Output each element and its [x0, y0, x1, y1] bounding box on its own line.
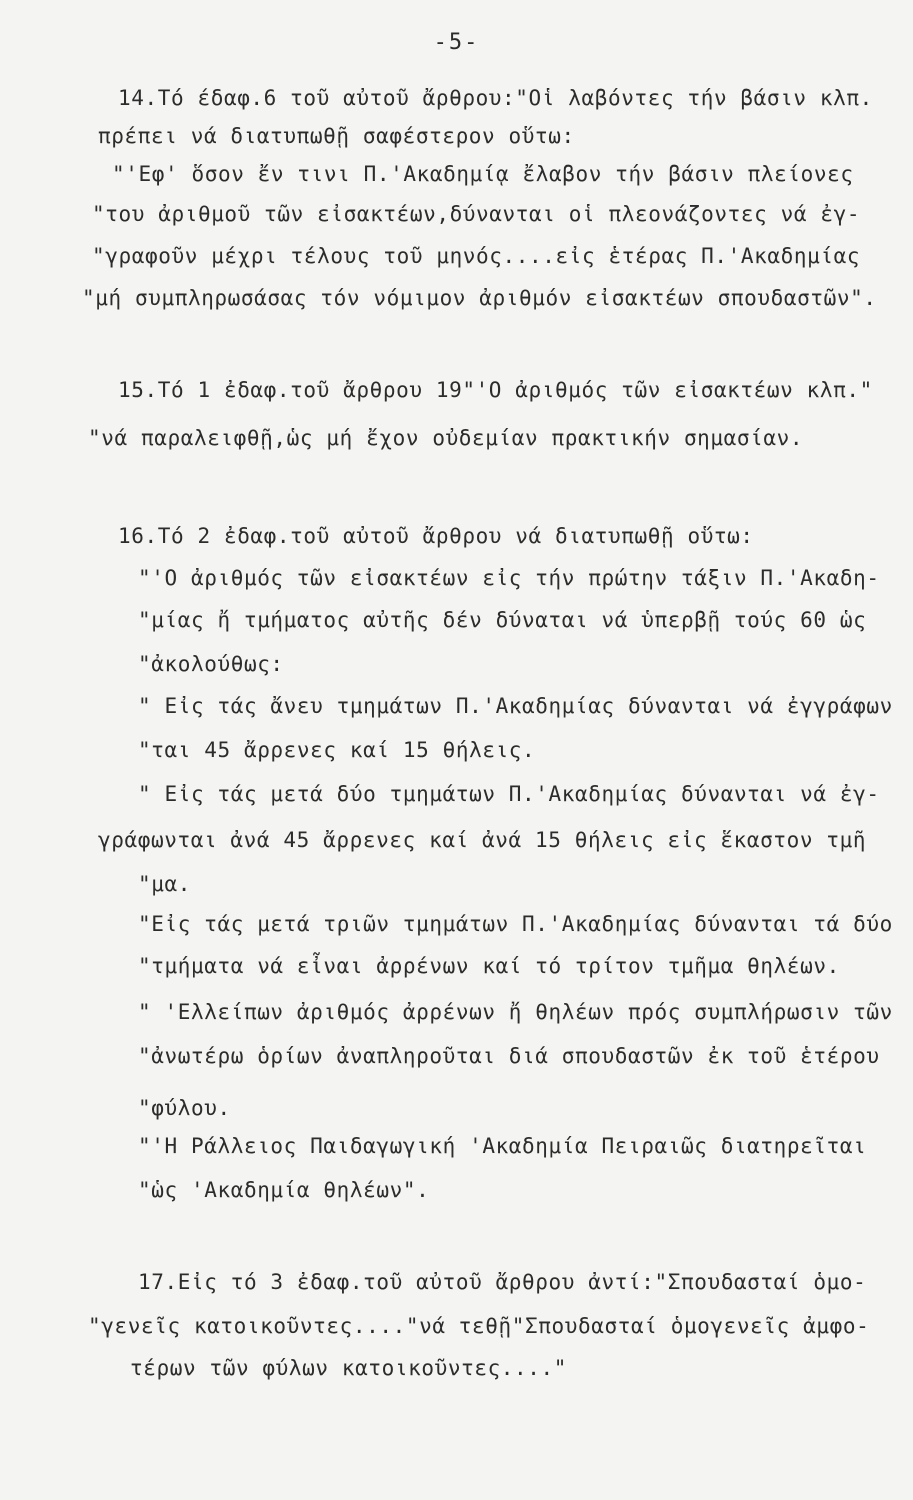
text-line: "γραφοῦν μέχρι τέλους τοῦ μηνός....εἰς ἑτέρας Π.'Ακαδημίας [92, 244, 861, 268]
text-line: 16.Τό 2 ἐδαφ.τοῦ αὐτοῦ ἄρθρου νά διατυπωθῇ οὕτω: [118, 524, 754, 548]
text-line: πρέπει νά διατυπωθῇ σαφέστερον οὕτω: [98, 124, 575, 148]
text-line: "ται 45 ἄρρενες καί 15 θήλεις. [138, 738, 536, 762]
page-number: -5- [433, 30, 480, 55]
text-line: γράφωνται ἀνά 45 ἄρρενες καί ἀνά 15 θήλεις εἰς ἕκαστον τμῆ [98, 828, 867, 852]
text-line: "μή συμπληρωσάσας τόν νόμιμον ἀριθμόν εἰσακτέων σπουδαστῶν". [82, 286, 877, 310]
text-line: " Εἰς τάς ἄνευ τμημάτων Π.'Ακαδημίας δύνανται νά ἐγγράφων [138, 694, 893, 718]
text-line: " 'Ελλείπων ἀριθμός ἀρρένων ἤ θηλέων πρός συμπλήρωσιν τῶν [138, 1000, 893, 1024]
text-line: 14.Τό έδαφ.6 τοῦ αὐτοῦ ἄρθρου:"Οἱ λαβόντες τήν βάσιν κλπ. [118, 86, 873, 110]
text-line: "μα. [138, 872, 191, 896]
text-line: "'Η Ράλλειος Παιδαγωγική 'Ακαδημία Πειραιῶς διατηρεῖται [138, 1134, 867, 1158]
text-line: "τμήματα νά εἶναι ἀρρένων καί τό τρίτον τμῆμα θηλέων. [138, 954, 840, 978]
text-line: "ἀκολούθως: [138, 652, 284, 676]
text-line: 15.Τό 1 ἐδαφ.τοῦ ἄρθρου 19"'Ο ἀριθμός τῶν εἰσακτέων κλπ." [118, 378, 873, 402]
text-line: "νά παραλειφθῇ,ὡς μή ἔχον οὐδεμίαν πρακτικήν σημασίαν. [88, 426, 804, 450]
text-line: "'Εφ' ὅσον ἔν τινι Π.'Ακαδημίᾳ ἔλαβον τήν βάσιν πλείονες [112, 162, 854, 186]
text-line: "'Ο ἀριθμός τῶν εἰσακτέων εἰς τήν πρώτην τάξιν Π.'Ακαδη- [138, 566, 880, 590]
text-line: "γενεῖς κατοικοῦντες...."νά τεθῇ"Σπουδασταί ὁμογενεῖς ἀμφο- [88, 1314, 870, 1338]
text-line: " Εἰς τάς μετά δύο τμημάτων Π.'Ακαδημίας δύνανται νά ἐγ- [138, 782, 880, 806]
text-line: τέρων τῶν φύλων κατοικοῦντες...." [130, 1356, 568, 1380]
text-line: "μίας ἤ τμήματος αὐτῆς δέν δύναται νά ὑπερβῇ τούς 60 ὡς [138, 608, 867, 632]
text-line: "ἀνωτέρω ὁρίων ἀναπληροῦται διά σπουδαστῶν ἐκ τοῦ ἑτέρου [138, 1044, 880, 1068]
text-line: 17.Εἰς τό 3 ἐδαφ.τοῦ αὐτοῦ ἄρθρου ἀντί:"Σπουδασταί ὁμο- [138, 1270, 867, 1294]
text-line: "Εἰς τάς μετά τριῶν τμημάτων Π.'Ακαδημίας δύνανται τά δύο [138, 912, 893, 936]
text-line: "φύλου. [138, 1096, 231, 1120]
text-line: "ὡς 'Ακαδημία θηλέων". [138, 1178, 430, 1202]
text-line: "του ἀριθμοῦ τῶν εἰσακτέων,δύνανται οἱ πλεονάζοντες νά ἐγ- [92, 202, 861, 226]
